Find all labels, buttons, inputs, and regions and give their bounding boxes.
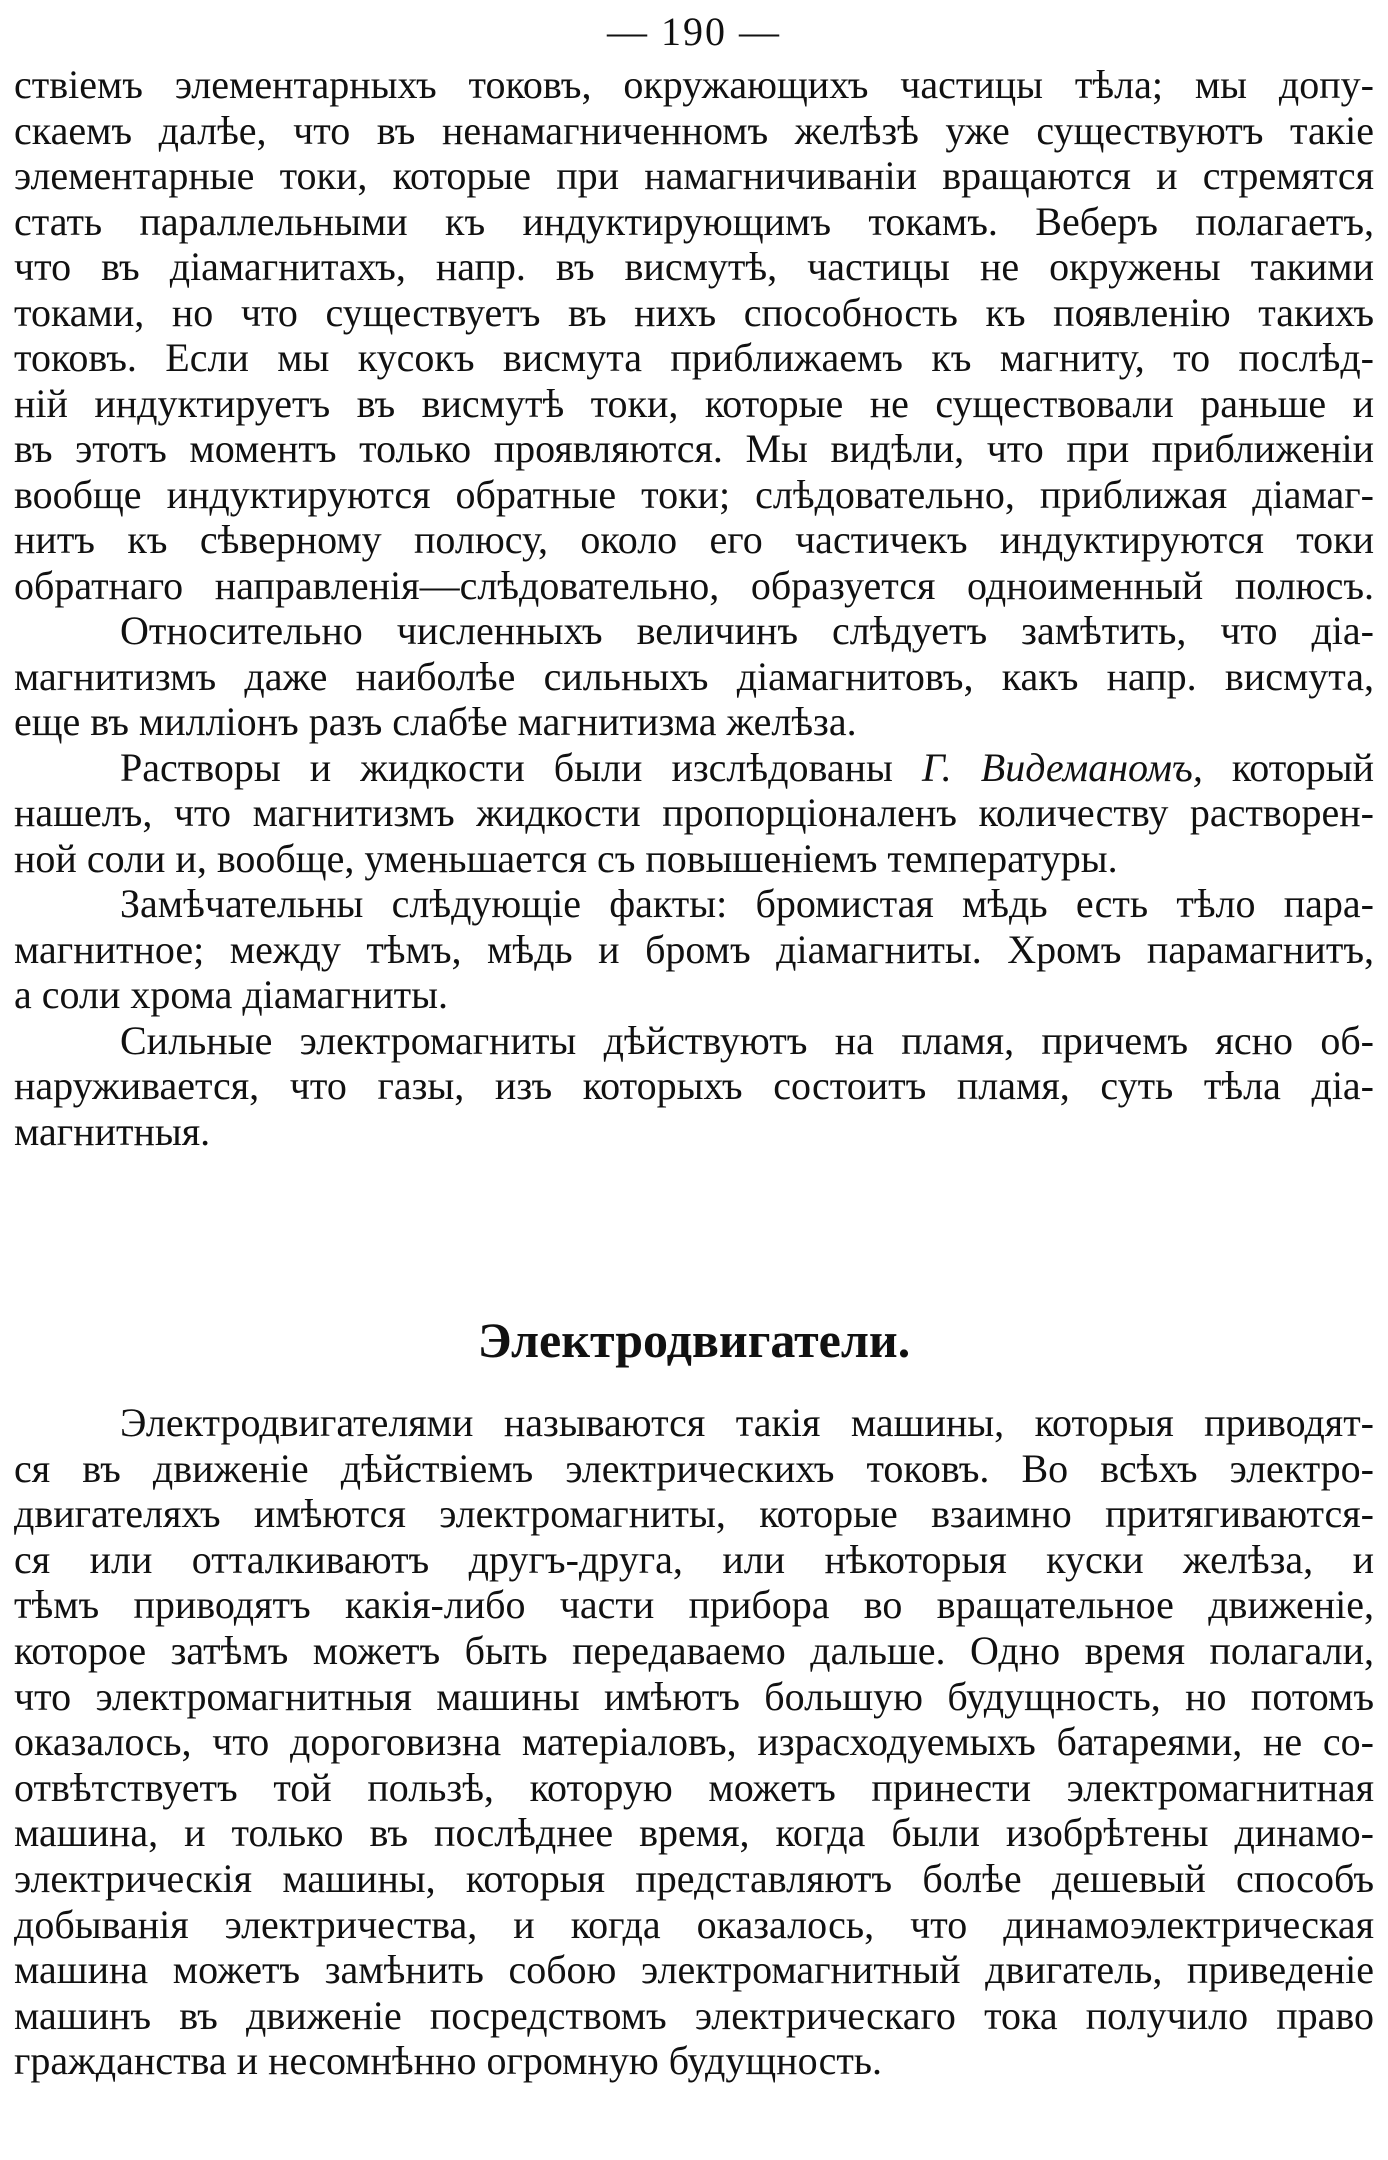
text-line: ной соли и, вообще, уменьшается съ повышеніемъ температуры.: [14, 835, 1118, 881]
text-line: вообще индуктируются обратные токи; слѣдовательно, приближая діамаг-: [14, 471, 1374, 517]
author-name: Г. Видеманомъ,: [921, 744, 1203, 790]
text-line: магнитизмъ даже наиболѣе сильныхъ діамагнитовъ, какъ напр. висмута,: [14, 653, 1374, 699]
text-line: токами, но что существуетъ въ нихъ способность къ появленію такихъ: [14, 289, 1374, 335]
text-line: элементарные токи, которые при намагничиваніи вращаются и стремятся: [14, 153, 1374, 198]
text-line: тѣмъ приводятъ какія-либо части прибора во вращательное движеніе,: [14, 1582, 1374, 1628]
text-line: Электродвигателями называются такія машины, которыя приводят-: [120, 1400, 1374, 1445]
text-line: которое затѣмъ можетъ быть передаваемо дальше. Одно время полагали,: [14, 1627, 1374, 1673]
page-number: — 190 —: [607, 9, 781, 54]
text-line: токовъ. Если мы кусокъ висмута приближаемъ къ магниту, то послѣд-: [14, 335, 1374, 380]
text-line: машина, и только въ послѣднее время, когда были изобрѣтены динамо-: [14, 1810, 1374, 1856]
text-line: еще въ милліонъ разъ слабѣе магнитизма желѣза.: [14, 699, 857, 744]
text-line: скаемъ далѣе, что въ ненамагниченномъ желѣзѣ уже существуютъ такіе: [14, 107, 1374, 153]
text-line-composite: [14, 745, 1374, 791]
text-line: отвѣтствуетъ той пользѣ, которую можетъ принести электромагнитная: [14, 1764, 1374, 1810]
text-fragment: который: [1231, 744, 1374, 790]
text-line: оказалось, что дороговизна матеріаловъ, израсходуемыхъ батареями, не со-: [14, 1719, 1374, 1765]
text-line: въ этотъ моментъ только проявляются. Мы видѣли, что при приближеніи: [14, 426, 1374, 471]
section-heading: Электродвигатели.: [477, 1312, 911, 1368]
text-line: Относительно численныхъ величинъ слѣдуетъ замѣтить, что діа-: [120, 608, 1374, 653]
text-line: магнитное; между тѣмъ, мѣдь и бромъ діамагниты. Хромъ парамагнитъ,: [14, 926, 1374, 972]
text-line: добыванія электричества, и когда оказалось, что динамоэлектрическая: [14, 1901, 1374, 1947]
text-line: что электромагнитныя машины имѣютъ большую будущность, но потомъ: [14, 1673, 1374, 1719]
text-line: двигателяхъ имѣются электромагниты, которые взаимно притягиваются-: [14, 1491, 1374, 1537]
text-line: Замѣчательны слѣдующіе факты: бромистая мѣдь есть тѣло пара-: [120, 881, 1374, 926]
text-line: магнитныя.: [14, 1108, 211, 1154]
text-line: ся или отталкиваютъ другъ-друга, или нѣкоторыя куски желѣза, и: [14, 1536, 1374, 1582]
text-line: ній индуктируетъ въ висмутѣ токи, которые не существовали раньше и: [14, 380, 1374, 426]
text-section-1: [14, 62, 1374, 1154]
text-line: что въ діамагнитахъ, напр. въ висмутѣ, частицы не окружены такими: [14, 244, 1374, 289]
text-line: машина можетъ замѣнить собою электромагнитный двигатель, приведеніе: [14, 1947, 1374, 1993]
text-line: стать параллельными къ индуктирующимъ токамъ. Веберъ полагаетъ,: [14, 198, 1374, 244]
text-line: а соли хрома діамагниты.: [14, 972, 448, 1017]
text-line: нашелъ, что магнитизмъ жидкости пропорціоналенъ количеству растворен-: [14, 790, 1374, 835]
text-section-2: [14, 1400, 1374, 2084]
text-line: электрическія машины, которыя представляютъ болѣе дешевый способъ: [14, 1855, 1374, 1901]
text-line: обратнаго направленія—слѣдовательно, образуется одноименный полюсъ.: [14, 562, 1374, 608]
text-fragment: Растворы и жидкости были изслѣдованы: [120, 744, 893, 790]
text-line: ствіемъ элементарныхъ токовъ, окружающихъ частицы тѣла; мы допу-: [14, 62, 1374, 107]
text-line: Сильные электромагниты дѣйствуютъ на пламя, причемъ ясно об-: [120, 1017, 1374, 1063]
text-line: наруживается, что газы, изъ которыхъ состоитъ пламя, суть тѣла діа-: [14, 1063, 1374, 1108]
text-line: гражданства и несомнѣнно огромную будущность.: [14, 2038, 883, 2084]
text-line: машинъ въ движеніе посредствомъ электрическаго тока получило право: [14, 1992, 1374, 2038]
text-line: нитъ къ сѣверному полюсу, около его частичекъ индуктируются токи: [14, 517, 1374, 562]
text-line: ся въ движеніе дѣйствіемъ электрическихъ токовъ. Во всѣхъ электро-: [14, 1445, 1374, 1491]
